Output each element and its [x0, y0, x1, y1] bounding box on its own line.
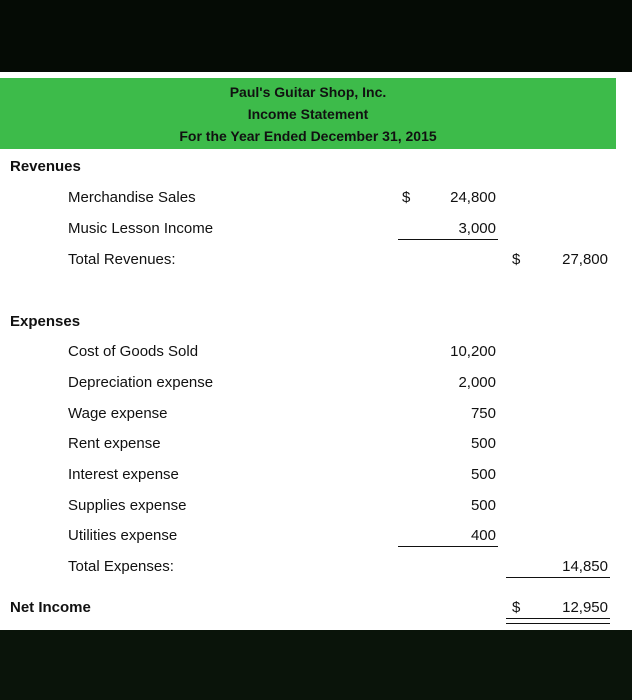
- total-expenses-label: Total Expenses:: [68, 558, 174, 575]
- expense-item-amount: 500: [470, 435, 496, 452]
- currency-symbol: $: [512, 251, 521, 268]
- net-income-label: Net Income: [10, 599, 91, 616]
- expense-item-amount: 2,000: [458, 374, 496, 391]
- currency-symbol: $: [402, 189, 411, 206]
- statement-title: Income Statement: [247, 106, 369, 122]
- revenue-item-amount: 24,800: [450, 189, 496, 206]
- revenue-item-amount: 3,000: [458, 220, 496, 237]
- net-income-double-rule: [506, 618, 610, 624]
- top-dark-band: [0, 0, 632, 72]
- total-rule: [506, 577, 610, 578]
- total-revenues-label: Total Revenues:: [68, 251, 176, 268]
- expense-item-label: Cost of Goods Sold: [68, 343, 199, 360]
- income-statement-sheet: [0, 72, 632, 630]
- expense-item-label: Supplies expense: [68, 497, 187, 514]
- expense-item-label: Wage expense: [68, 405, 168, 422]
- expense-item-amount: 500: [470, 497, 496, 514]
- expense-item-amount: 400: [470, 527, 496, 544]
- expense-item-label: Interest expense: [68, 466, 179, 483]
- expense-item-label: Depreciation expense: [68, 374, 214, 391]
- subtotal-rule: [398, 546, 498, 547]
- net-income-amount: 12,950: [562, 599, 608, 616]
- currency-symbol: $: [512, 599, 521, 616]
- revenue-item-label: Merchandise Sales: [68, 189, 196, 206]
- expense-item-amount: 10,200: [450, 343, 496, 360]
- total-expenses-amount: 14,850: [562, 558, 608, 575]
- expenses-heading: Expenses: [10, 313, 81, 330]
- expense-item-label: Utilities expense: [68, 527, 178, 544]
- total-revenues-amount: 27,800: [562, 251, 608, 268]
- bottom-dark-band: [0, 630, 632, 700]
- statement-period: For the Year Ended December 31, 2015: [179, 128, 437, 144]
- subtotal-rule: [398, 239, 498, 240]
- expense-item-amount: 500: [470, 466, 496, 483]
- statement-header: [0, 78, 616, 149]
- expense-item-label: Rent expense: [68, 435, 161, 452]
- expense-item-amount: 750: [470, 405, 496, 422]
- revenue-item-label: Music Lesson Income: [68, 220, 214, 237]
- revenues-heading: Revenues: [10, 158, 81, 175]
- company-name: Paul's Guitar Shop, Inc.: [229, 84, 387, 100]
